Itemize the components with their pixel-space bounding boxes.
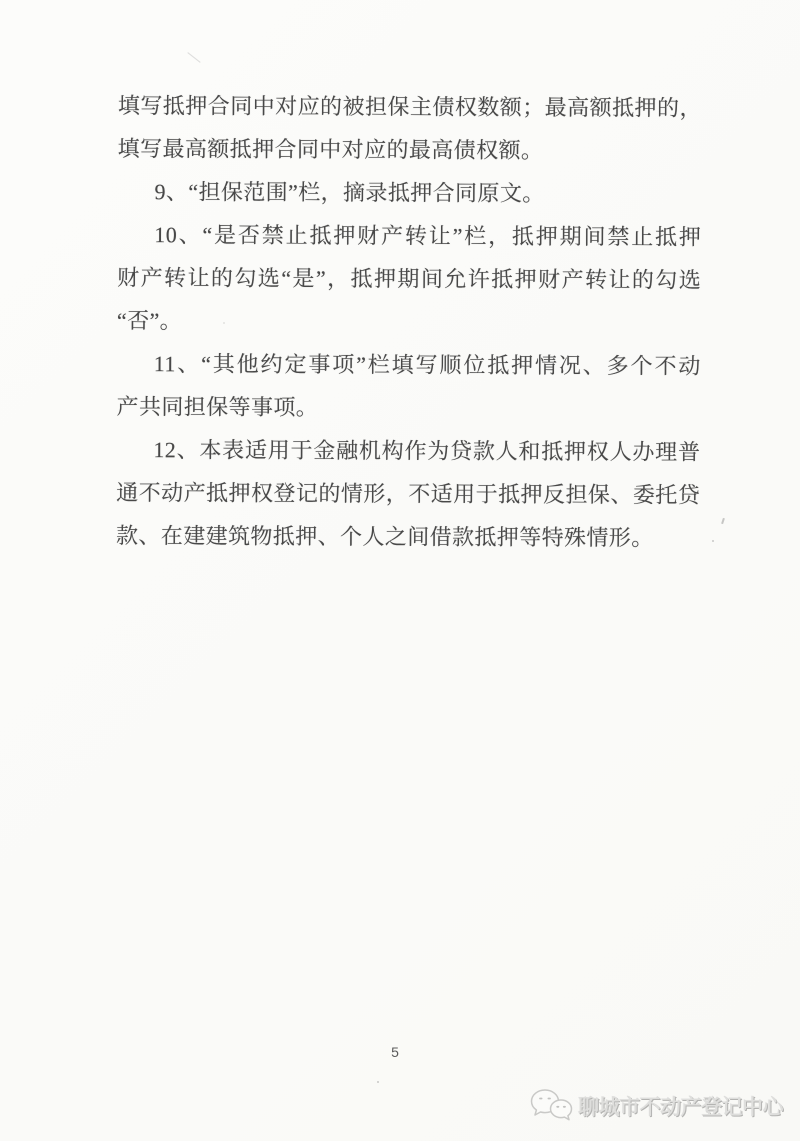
scan-speck-artifact — [712, 540, 714, 542]
text-line: “否”。 — [116, 307, 183, 334]
text-line: 产共同担保等事项。 — [116, 393, 319, 420]
scan-speck-artifact — [377, 1081, 379, 1083]
body-text — [116, 84, 702, 560]
text-line: 财产转让的勾选“是”，抵押期间允许抵押财产转让的勾选 — [117, 264, 702, 293]
wechat-logo-icon — [529, 1087, 573, 1125]
scan-speck-artifact — [223, 322, 225, 324]
text-line: 通不动产抵押权登记的情形，不适用于抵押反担保、委托贷 — [116, 479, 701, 508]
text-line: 款、在建建筑物抵押、个人之间借款抵押等特殊情形。 — [115, 522, 654, 551]
scan-scratch-artifact — [187, 52, 200, 63]
text-line: 12、本表适用于金融机构作为贷款人和抵押权人办理普 — [153, 437, 701, 465]
scan-speck-artifact — [721, 518, 725, 524]
text-line: 填写最高额抵押合同中对应的最高债权额。 — [117, 135, 544, 163]
text-line: 9、“担保范围”栏，摘录抵押合同原文。 — [154, 179, 545, 206]
page-number: 5 — [391, 1044, 399, 1060]
text-line: 11、“其他约定事项”栏填写顺位抵押情况、多个不动 — [153, 351, 701, 379]
text-line: 10、“是否禁止抵押财产转让”栏，抵押期间禁止抵押 — [154, 222, 702, 250]
text-line: 填写抵押合同中对应的被担保主债权数额；最高额抵押的， — [117, 92, 702, 121]
watermark-text: 聊城市不动产登记中心 — [578, 1096, 783, 1119]
watermark — [529, 1087, 783, 1125]
